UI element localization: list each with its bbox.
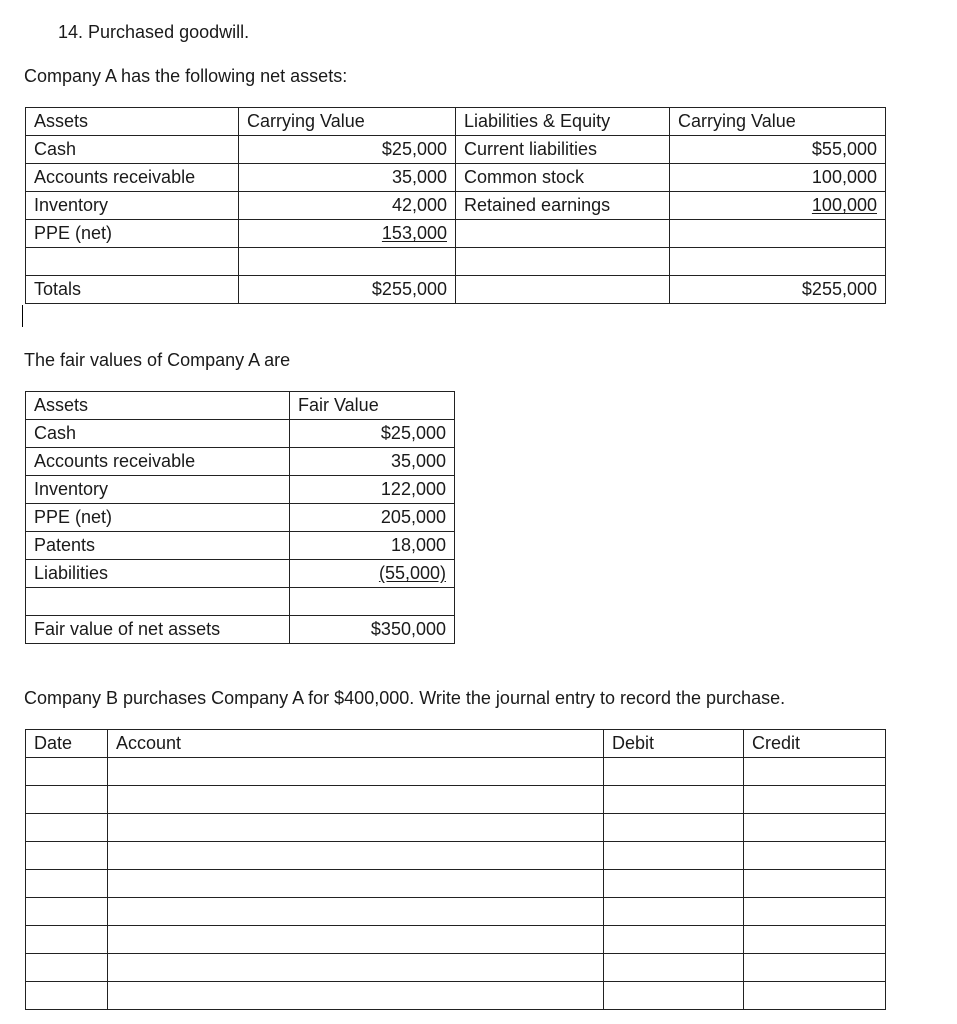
account-cell[interactable] — [108, 786, 604, 814]
total-liabilities-equity: $255,000 — [670, 276, 886, 304]
header-account: Account — [108, 730, 604, 758]
header-assets: Assets — [26, 392, 290, 420]
fair-value: 205,000 — [290, 504, 455, 532]
account-cell[interactable] — [108, 758, 604, 786]
empty-cell — [239, 248, 456, 276]
credit-cell[interactable] — [744, 786, 886, 814]
credit-cell[interactable] — [744, 926, 886, 954]
table-row — [26, 476, 455, 504]
liability-name: Retained earnings — [456, 192, 670, 220]
asset-name: Inventory — [26, 476, 290, 504]
credit-cell[interactable] — [744, 954, 886, 982]
asset-name: PPE (net) — [26, 504, 290, 532]
table-row — [26, 532, 455, 560]
credit-cell[interactable] — [744, 814, 886, 842]
totals-label: Totals — [26, 276, 239, 304]
journal-row[interactable] — [26, 982, 886, 1010]
journal-row[interactable] — [26, 786, 886, 814]
table-row — [26, 136, 886, 164]
credit-cell[interactable] — [744, 758, 886, 786]
header-assets: Assets — [26, 108, 239, 136]
table-row — [26, 560, 455, 588]
intro-text: Company A has the following net assets: — [24, 66, 348, 86]
asset-name: PPE (net) — [26, 220, 239, 248]
table-header-row — [26, 730, 886, 758]
fair-value: $25,000 — [290, 420, 455, 448]
date-cell[interactable] — [26, 982, 108, 1010]
date-cell[interactable] — [26, 842, 108, 870]
totals-label: Fair value of net assets — [26, 616, 290, 644]
liability-name: Current liabilities — [456, 136, 670, 164]
journal-row[interactable] — [26, 898, 886, 926]
debit-cell[interactable] — [604, 758, 744, 786]
journal-row[interactable] — [26, 926, 886, 954]
account-cell[interactable] — [108, 954, 604, 982]
journal-row[interactable] — [26, 814, 886, 842]
credit-cell[interactable] — [744, 870, 886, 898]
account-cell[interactable] — [108, 842, 604, 870]
fair-value: 35,000 — [290, 448, 455, 476]
header-debit: Debit — [604, 730, 744, 758]
empty-cell — [670, 248, 886, 276]
account-cell[interactable] — [108, 926, 604, 954]
fair-values-intro: The fair values of Company A are — [24, 350, 291, 370]
fair-value: 122,000 — [290, 476, 455, 504]
table-row — [26, 164, 886, 192]
liability-name: Common stock — [456, 164, 670, 192]
table-row — [26, 192, 886, 220]
date-cell[interactable] — [26, 898, 108, 926]
table-row — [26, 248, 886, 276]
header-date: Date — [26, 730, 108, 758]
total-assets: $255,000 — [239, 276, 456, 304]
journal-entry-table — [25, 729, 886, 1010]
question-text: Company B purchases Company A for $400,000. Write the journal entry to record the purchase. — [24, 688, 786, 708]
liability-name — [456, 220, 670, 248]
debit-cell[interactable] — [604, 842, 744, 870]
header-credit: Credit — [744, 730, 886, 758]
debit-cell[interactable] — [604, 786, 744, 814]
asset-value: 42,000 — [239, 192, 456, 220]
journal-row[interactable] — [26, 954, 886, 982]
asset-value: 153,000 — [381, 223, 447, 243]
net-assets-table — [25, 107, 886, 304]
empty-cell — [26, 248, 239, 276]
empty-cell — [456, 248, 670, 276]
table-row — [26, 588, 455, 616]
asset-name: Accounts receivable — [26, 448, 290, 476]
journal-row[interactable] — [26, 870, 886, 898]
problem-title: 14. Purchased goodwill. — [58, 22, 250, 42]
debit-cell[interactable] — [604, 870, 744, 898]
liability-value — [670, 220, 886, 248]
header-carrying-value-2: Carrying Value — [670, 108, 886, 136]
liability-value: 100,000 — [811, 195, 877, 215]
debit-cell[interactable] — [604, 954, 744, 982]
fair-value: (55,000) — [378, 563, 446, 583]
table-row — [26, 420, 455, 448]
debit-cell[interactable] — [604, 926, 744, 954]
fair-value: 18,000 — [290, 532, 455, 560]
header-carrying-value: Carrying Value — [239, 108, 456, 136]
date-cell[interactable] — [26, 758, 108, 786]
date-cell[interactable] — [26, 786, 108, 814]
empty-cell — [290, 588, 455, 616]
asset-value: $25,000 — [239, 136, 456, 164]
header-fair-value: Fair Value — [290, 392, 455, 420]
credit-cell[interactable] — [744, 982, 886, 1010]
date-cell[interactable] — [26, 926, 108, 954]
account-cell[interactable] — [108, 870, 604, 898]
liability-value: $55,000 — [670, 136, 886, 164]
asset-name: Patents — [26, 532, 290, 560]
account-cell[interactable] — [108, 814, 604, 842]
asset-value: 35,000 — [239, 164, 456, 192]
asset-name: Cash — [26, 420, 290, 448]
date-cell[interactable] — [26, 954, 108, 982]
date-cell[interactable] — [26, 814, 108, 842]
fair-value-table — [25, 391, 455, 644]
account-cell[interactable] — [108, 982, 604, 1010]
account-cell[interactable] — [108, 898, 604, 926]
liability-value: 100,000 — [670, 164, 886, 192]
empty-cell — [456, 276, 670, 304]
table-row — [26, 448, 455, 476]
table-row — [26, 220, 886, 248]
asset-name: Inventory — [26, 192, 239, 220]
text-cursor — [22, 305, 23, 327]
totals-row — [26, 276, 886, 304]
totals-row — [26, 616, 455, 644]
debit-cell[interactable] — [604, 814, 744, 842]
journal-row[interactable] — [26, 758, 886, 786]
date-cell[interactable] — [26, 870, 108, 898]
table-row — [26, 504, 455, 532]
credit-cell[interactable] — [744, 898, 886, 926]
credit-cell[interactable] — [744, 842, 886, 870]
empty-cell — [26, 588, 290, 616]
table-header-row — [26, 108, 886, 136]
total-fair-value: $350,000 — [290, 616, 455, 644]
asset-name: Liabilities — [26, 560, 290, 588]
debit-cell[interactable] — [604, 898, 744, 926]
debit-cell[interactable] — [604, 982, 744, 1010]
table-header-row — [26, 392, 455, 420]
header-liabilities-equity: Liabilities & Equity — [456, 108, 670, 136]
asset-name: Cash — [26, 136, 239, 164]
journal-row[interactable] — [26, 842, 886, 870]
asset-name: Accounts receivable — [26, 164, 239, 192]
